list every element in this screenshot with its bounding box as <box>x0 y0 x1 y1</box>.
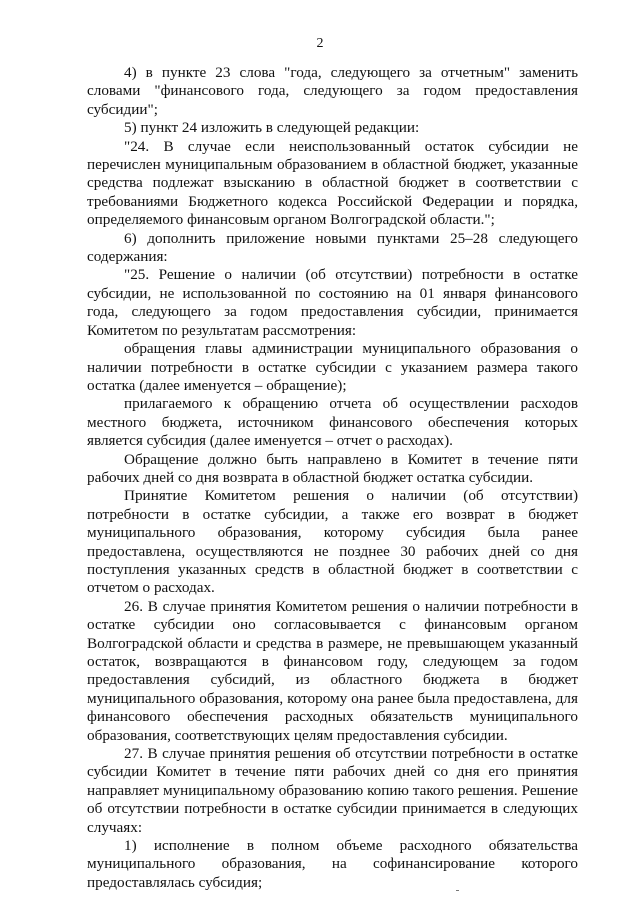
clause-25-decision: Принятие Комитетом решения о наличии (об отсутствии) потребности в остатке субсидии, а также его возврат в бюджет муниципального образования, которому субсидия была ранее предоставлена, осуществляются не позднее 30 рабочих дней со дня поступления указанных средств в областной бюджет в соответствии с отчетом о расходах. <box>87 487 578 597</box>
clause-25-request: обращения главы администрации муниципального образования о наличии потребности в остатке субсидии с указанием размера такого остатка (далее именуется – обращение); <box>87 340 578 394</box>
amendment-item-6: 6) дополнить приложение новыми пунктами 25–28 следующего содержания: <box>87 229 578 266</box>
amendment-item-5: 5) пункт 24 изложить в следующей редакции: <box>124 119 420 137</box>
clause-27: 27. В случае принятия решения об отсутствии потребности в остатке субсидии Комитет в течение пяти рабочих дней со дня его принятия направляет муниципальному образованию копию такого решения. Решение об отсутствии потребности в остатке субсидии принимается в следующих случаях: <box>87 745 578 836</box>
amendment-item-4: 4) в пункте 23 слова "года, следующего за отчетным" заменить словами "финансового года, следующего за годом предоставления субсидии"; <box>87 64 578 118</box>
clause-25-deadline: Обращение должно быть направлено в Комитет в течение пяти рабочих дней со дня возврата в областной бюджет остатка субсидии. <box>87 450 578 486</box>
document-body <box>87 64 578 892</box>
clause-27-case-1: 1) исполнение в полном объеме расходного обязательства муниципального образования, на софинансирование которого предоставлялась субсидия; <box>87 837 578 891</box>
clause-24: "24. В случае если неиспользованный остаток субсидии не перечислен муниципальным образованием в областной бюджет, указанные средства подлежат взысканию в областной бюджет в соответствии с требованиями Бюджетного кодекса Российской Федерации и порядка, определяемого финансовым органом Волгоградской области."; <box>87 137 578 229</box>
clause-26: 26. В случае принятия Комитетом решения о наличии потребности в остатке субсидии оно согласовывается с финансовым органом Волгоградской области и средства в размере, не превышающем указанный остаток, возвращаются в финансовом году, следующем за годом предоставления субсидий, из областного бюджета в бюджет муниципального образования, которому она ранее была предоставлена, для финансового обеспечения расходных обязательств муниципального образования, соответствующих целям предоставления субсидии. <box>87 597 578 744</box>
clause-25: "25. Решение о наличии (об отсутствии) потребности в остатке субсидии, не использованной по состоянию на 01 января финансового года, следующего за годом предоставления субсидии, принимается Комитетом по результатам рассмотрения: <box>87 266 578 339</box>
clause-25-report: прилагаемого к обращению отчета об осуществлении расходов местного бюджета, источником финансового обеспечения которых является субсидия (далее именуется – отчет о расходах). <box>87 395 578 450</box>
scan-mark <box>456 890 459 891</box>
page-number: 2 <box>316 36 324 51</box>
